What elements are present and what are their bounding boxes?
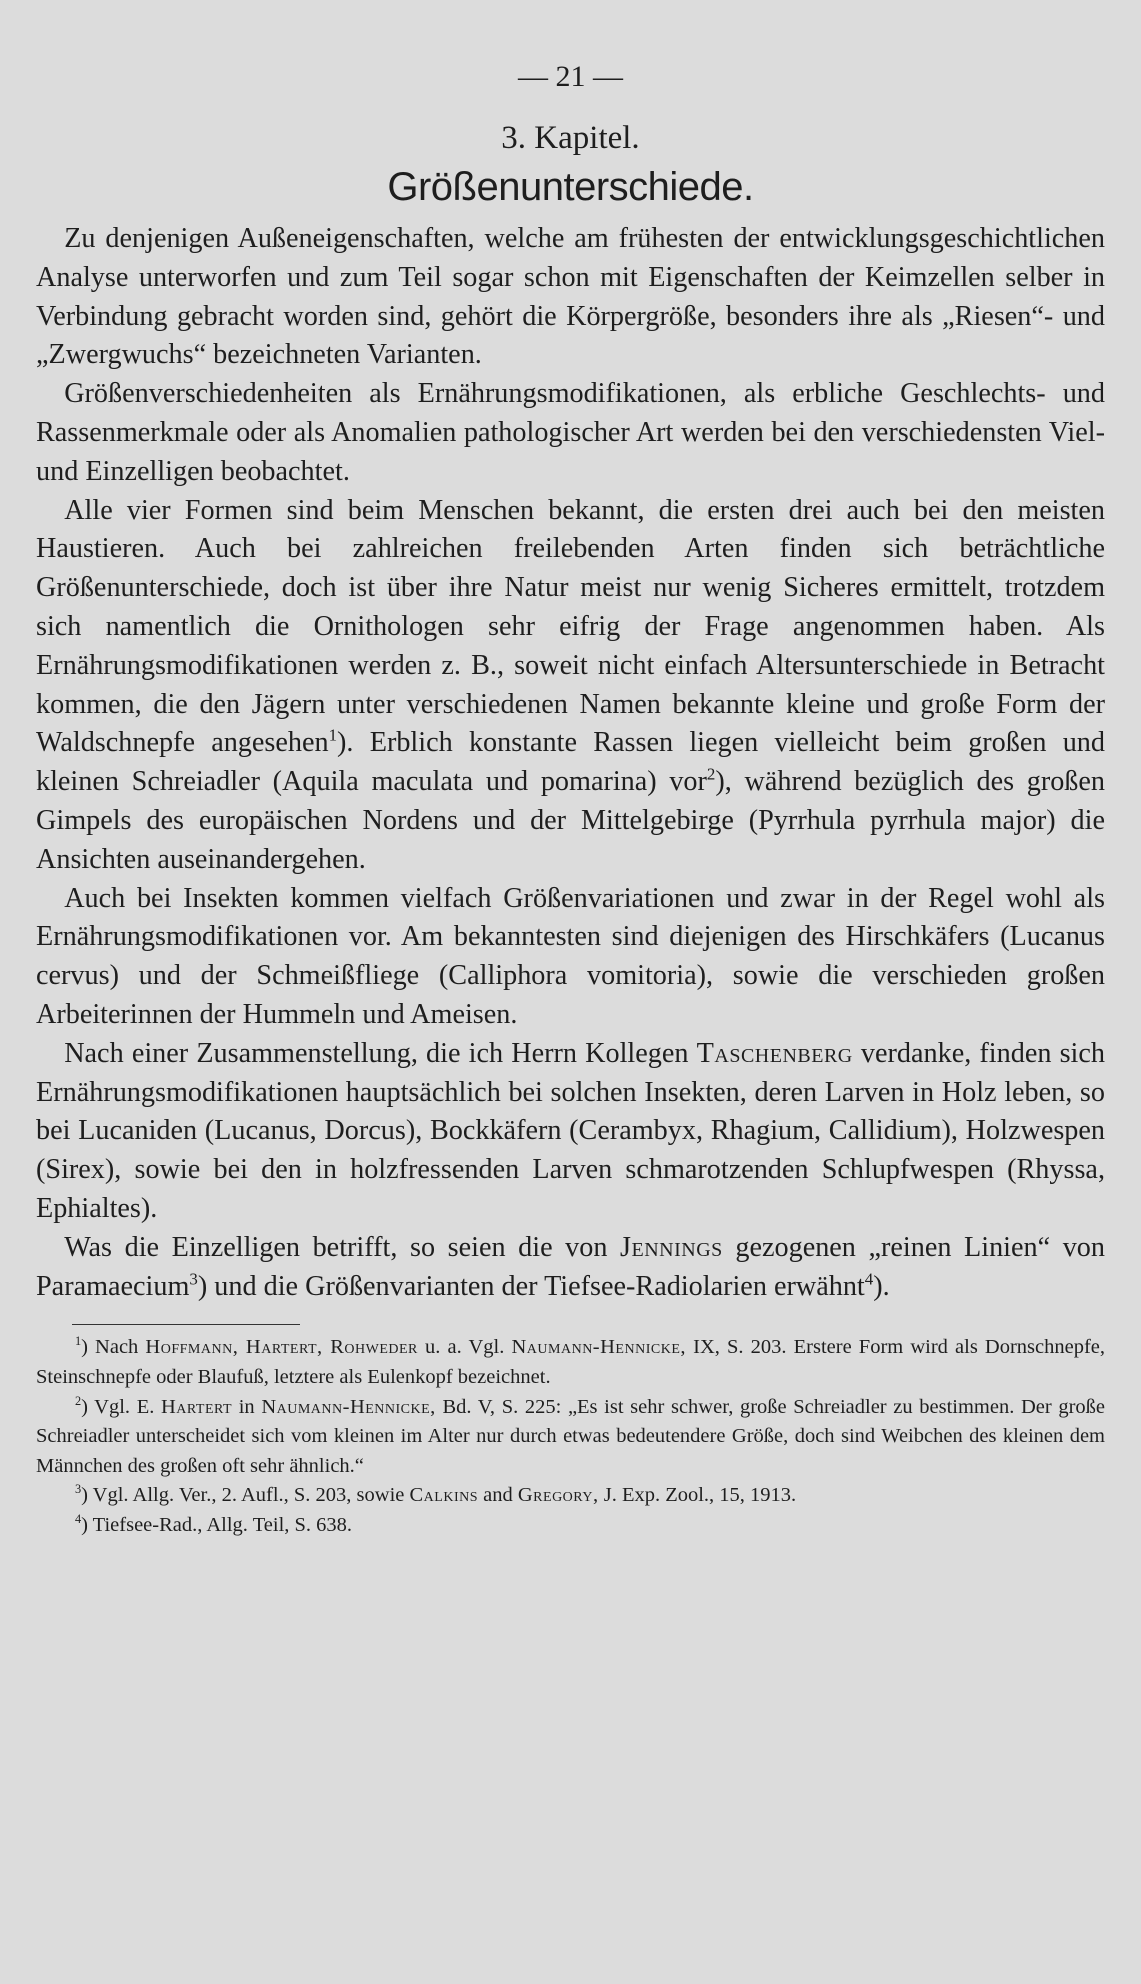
paragraph-1: Zu denjenigen Außeneigenschaften, welche am frühesten der entwicklungsgeschichtlichen Analyse unterworfen und zum Teil sogar schon mit Eigenschaften der Keimzellen selber in Verbindung gebracht worden sind, gehört die Körpergröße, besonders ihre als „Riesen“- und „Zwergwuchs“ bezeichneten Varianten.: [36, 223, 1105, 371]
footnote-2-text-a: ) Vgl. E.: [81, 1395, 155, 1418]
chapter-heading: 3. Kapitel.: [501, 120, 640, 156]
footnote-3-text-b: and: [483, 1484, 513, 1507]
paragraph-6: [36, 1229, 1105, 1307]
body-text: [36, 220, 1105, 1306]
footnote-2-author: Hartert: [161, 1395, 233, 1418]
footnote-4-text: ) Tiefsee-Rad., Allg. Teil, S. 638.: [81, 1513, 353, 1536]
footnote-1-marker: 1: [74, 1334, 82, 1349]
chapter-title: Größenunterschiede.: [387, 165, 754, 209]
footnote-1-authors: Hoffmann, Hartert, Rohweder: [145, 1336, 418, 1359]
paragraph-2: Größenverschiedenheiten als Ernährungsmodifikationen, als erbliche Geschlechts- und Rassenmerkmale oder als Anomalien pathologischer Art werden bei den verschiedensten Viel- und Einzelligen beobachtet.: [36, 378, 1105, 487]
paragraph-6-text-d: ).: [873, 1270, 890, 1302]
footnote-divider: [72, 1324, 300, 1325]
footnote-2: [36, 1393, 1105, 1482]
footnote-3-text-a: ) Vgl. Allg. Ver., 2. Aufl., S. 203, sowie: [81, 1484, 405, 1507]
footnotes: [36, 1333, 1105, 1540]
footnote-2-text-b: in: [238, 1395, 255, 1418]
footnote-1-text-c: IX, S. 203. Erstere Form wird als Dornschnepfe, Steinschnepfe oder Blaufuß, letztere als Eulenkopf bezeichnet.: [36, 1336, 1106, 1388]
footnote-3-marker: 3: [74, 1482, 82, 1497]
paragraph-3-text-c: ), während bezüglich des großen Gimpels des europäischen Nordens und der Mittelgebirge (Pyrrhula pyrrhula major) die Ansichten auseinandergehen.: [36, 766, 1105, 875]
footnote-ref-1[interactable]: 1: [328, 725, 338, 745]
page-number: — 21 —: [518, 60, 623, 93]
footnote-3-author: Calkins: [409, 1484, 479, 1507]
footnote-1: [36, 1333, 1105, 1392]
footnote-2-text-c: Bd. V, S. 225: „Es ist sehr schwer, große Schreiadler zu bestimmen. Der große Schreiadler unterscheidet sich vom kleinen im Alter nur durch etwas bedeutendere Größe, doch sind Weibchen des kleinen dem Männchen des großen oft sehr ähnlich.“: [36, 1395, 1106, 1477]
footnote-1-text-a: ) Nach: [81, 1336, 139, 1359]
footnote-3-text-c: J. Exp. Zool., 15, 1913.: [603, 1484, 797, 1507]
paragraph-5: [36, 1035, 1105, 1229]
footnote-ref-4[interactable]: 4: [864, 1269, 874, 1289]
paragraph-5-text-a: Nach einer Zusammenstellung, die ich Herrn Kollegen: [64, 1037, 689, 1069]
author-name-taschenberg: Taschenberg: [696, 1037, 853, 1069]
paragraph-3-text-a: Alle vier Formen sind beim Menschen bekannt, die ersten drei auch bei den meisten Haustieren. Auch bei zahlreichen freilebenden Arten finden sich beträchtliche Größenunterschiede, doch ist über ihre Natur meist nur wenig Sicheres ermittelt, trotzdem sich namentlich die Ornithologen sehr eifrig der Frage angenommen haben. Als Ernährungsmodifikationen werden z. B., soweit nicht einfach Altersunterschiede in Betracht kommen, die den Jägern unter verschiedenen Namen bekannte kleine und große Form der Waldschnepfe angesehen: [36, 494, 1105, 759]
footnote-1-authors-2: Naumann-Hennicke,: [511, 1336, 686, 1359]
paragraph-4: Auch bei Insekten kommen vielfach Größenvariationen und zwar in der Regel wohl als Ernährungsmodifikationen vor. Am bekanntesten sind diejenigen des Hirschkäfers (Lucanus cervus) und der Schmeißfliege (Calliphora vomitoria), sowie die verschieden großen Arbeiterinnen der Hummeln und Ameisen.: [36, 882, 1105, 1030]
author-name-jennings: Jennings: [620, 1231, 723, 1263]
paragraph-6-text-b: gezogenen „reinen Linien“ von Paramaecium: [36, 1231, 1105, 1302]
footnote-2-marker: 2: [74, 1393, 82, 1408]
paragraph-3-text-b: ). Erblich konstante Rassen liegen vielleicht beim großen und kleinen Schreiadler (Aquila maculata und pomarina) vor: [36, 727, 1105, 798]
footnote-4-marker: 4: [74, 1512, 82, 1527]
footnote-3: [36, 1481, 1105, 1511]
footnote-2-authors-2: Naumann-Hennicke,: [261, 1395, 436, 1418]
footnote-ref-3[interactable]: 3: [189, 1269, 198, 1289]
paragraph-3: [36, 492, 1105, 880]
paragraph-6-text-c: ) und die Größenvarianten der Tiefsee-Radiolarien erwähnt: [197, 1270, 865, 1302]
paragraph-6-text-a: Was die Einzelligen betrifft, so seien die von: [64, 1231, 608, 1263]
footnote-4: [36, 1511, 1105, 1541]
footnote-ref-2[interactable]: 2: [706, 764, 716, 784]
footnote-1-text-b: u. a. Vgl.: [425, 1336, 505, 1359]
footnote-3-author-2: Gregory,: [517, 1484, 599, 1507]
paragraph-5-text-b: verdanke, finden sich Ernährungsmodifikationen hauptsächlich bei solchen Insekten, deren Larven in Holz leben, so bei Lucaniden (Lucanus, Dorcus), Bockkäfern (Cerambyx, Rhagium, Callidium), Holzwespen (Sirex), sowie bei den in holzfressenden Larven schmarotzenden Schlupfwespen (Rhyssa, Ephialtes).: [36, 1037, 1105, 1224]
